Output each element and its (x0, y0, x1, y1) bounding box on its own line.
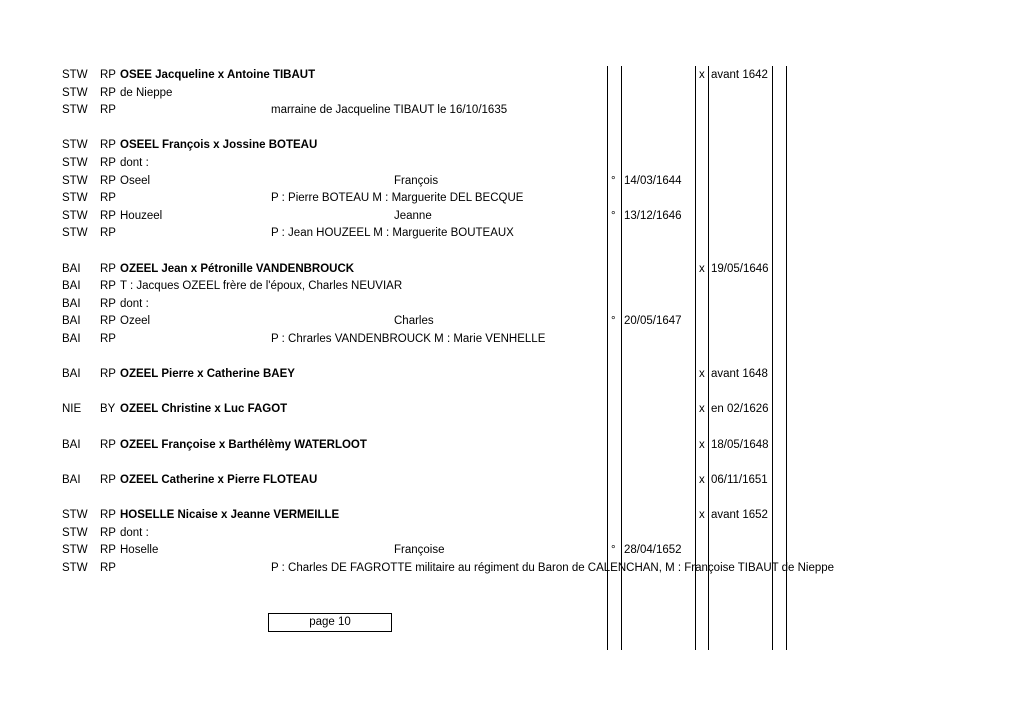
table-row (0, 436, 1024, 454)
location-code: STW (62, 86, 88, 99)
register-code: RP (100, 315, 116, 328)
marriage-symbol: x (699, 368, 705, 381)
table-row (0, 260, 1024, 278)
entry-name: OZEEL Christine x Luc FAGOT (120, 403, 288, 416)
baptism-symbol: ° (611, 209, 616, 222)
register-code: RP (100, 104, 116, 117)
entry-name: de Nieppe (120, 86, 173, 99)
marriage-date: avant 1648 (711, 368, 768, 381)
location-code: NIE (62, 403, 82, 416)
entry-name: OZEEL Pierre x Catherine BAEY (120, 368, 295, 381)
register-code: RP (100, 297, 116, 310)
blank-row (0, 383, 1024, 401)
register-code: RP (100, 69, 116, 81)
register-code: RP (100, 561, 116, 574)
column-rule-2 (621, 66, 622, 650)
register-code: RP (100, 544, 116, 557)
column-rule-3 (695, 66, 696, 650)
marriage-symbol: x (699, 262, 705, 275)
entry-name: dont : (120, 526, 149, 539)
column-rule-5 (772, 66, 773, 650)
blank-row (0, 488, 1024, 506)
given-name: François (394, 174, 439, 187)
location-code: STW (62, 227, 88, 240)
location-code: BAI (62, 262, 81, 275)
table-row (0, 277, 1024, 295)
column-rule-4 (708, 66, 709, 650)
register-code: RP (100, 526, 116, 539)
entry-name: Hoselle (120, 544, 159, 557)
given-name: Charles (394, 315, 434, 328)
entry-detail: P : Charles DE FAGROTTE militaire au régiment du Baron de CALENCHAN, M : Françoise TIBAUT de Nieppe (271, 561, 835, 574)
entry-name: OSEE Jacqueline x Antoine TIBAUT (120, 69, 316, 81)
marriage-symbol: x (699, 509, 705, 521)
table-row (0, 400, 1024, 418)
given-name: Jeanne (394, 209, 432, 222)
page-number-box (268, 613, 392, 632)
entry-name: Oseel (120, 174, 151, 187)
entry-name: dont : (120, 297, 149, 310)
blank-row (0, 242, 1024, 260)
page-number: page 10 (309, 616, 351, 628)
marriage-date: 19/05/1646 (711, 262, 769, 275)
register-code: RP (100, 333, 116, 345)
entry-detail: marraine de Jacqueline TIBAUT le 16/10/1635 (271, 104, 508, 117)
location-code: STW (62, 192, 88, 205)
location-code: STW (62, 209, 88, 222)
entry-name: T : Jacques OZEEL frère de l'époux, Charles NEUVIAR (120, 280, 403, 293)
table-row (0, 471, 1024, 489)
location-code: BAI (62, 333, 81, 345)
location-code: STW (62, 69, 88, 81)
register-code: RP (100, 227, 116, 240)
marriage-date: avant 1652 (711, 509, 768, 521)
marriage-symbol: x (699, 403, 705, 416)
table-row (0, 295, 1024, 313)
marriage-symbol: x (699, 69, 705, 81)
location-code: STW (62, 561, 88, 574)
location-code: STW (62, 509, 88, 521)
marriage-date: avant 1642 (711, 69, 768, 81)
entry-name: OZEEL Catherine x Pierre FLOTEAU (120, 473, 318, 486)
location-code: STW (62, 104, 88, 117)
table-row (0, 154, 1024, 172)
table-row (0, 207, 1024, 225)
table-row (0, 84, 1024, 102)
location-code: STW (62, 544, 88, 557)
location-code: BAI (62, 297, 81, 310)
table-row (0, 330, 1024, 348)
location-code: STW (62, 174, 88, 187)
blank-row (0, 119, 1024, 137)
register-code: RP (100, 209, 116, 222)
register-code: RP (100, 157, 116, 169)
baptism-symbol: ° (611, 174, 616, 187)
location-code: BAI (62, 368, 81, 381)
table-row (0, 506, 1024, 524)
baptism-date: 28/04/1652 (624, 544, 682, 557)
entry-name: Houzeel (120, 209, 163, 222)
table-row (0, 136, 1024, 154)
register-code: RP (100, 139, 116, 152)
location-code: BAI (62, 280, 81, 293)
entry-name: OZEEL Jean x Pétronille VANDENBROUCK (120, 262, 355, 275)
entry-detail: P : Pierre BOTEAU M : Marguerite DEL BECQUE (271, 192, 524, 205)
location-code: BAI (62, 438, 81, 451)
table-row (0, 172, 1024, 190)
register-code: RP (100, 262, 116, 275)
location-code: STW (62, 139, 88, 152)
location-code: BAI (62, 315, 81, 328)
location-code: STW (62, 157, 88, 169)
register-code: RP (100, 438, 116, 451)
marriage-date: en 02/1626 (711, 403, 769, 416)
register-code: RP (100, 86, 116, 99)
table-row (0, 312, 1024, 330)
entry-detail: P : Jean HOUZEEL M : Marguerite BOUTEAUX (271, 227, 514, 240)
marriage-date: 18/05/1648 (711, 438, 769, 451)
entry-name: Ozeel (120, 315, 151, 328)
table-row (0, 224, 1024, 242)
marriage-date: 06/11/1651 (711, 473, 768, 486)
baptism-date: 20/05/1647 (624, 315, 682, 328)
baptism-date: 14/03/1644 (624, 174, 682, 187)
table-row (0, 101, 1024, 119)
register-code: RP (100, 473, 116, 486)
table-row (0, 189, 1024, 207)
column-rule-1 (607, 66, 608, 650)
register-code: RP (100, 192, 116, 205)
register-code: BY (100, 403, 116, 416)
entry-name: OSEEL François x Jossine BOTEAU (120, 139, 318, 152)
location-code: STW (62, 526, 88, 539)
entry-name: dont : (120, 157, 149, 169)
table-row (0, 66, 1024, 84)
table-row (0, 524, 1024, 542)
blank-row (0, 348, 1024, 366)
blank-row (0, 418, 1024, 436)
baptism-symbol: ° (611, 315, 616, 328)
entry-name: HOSELLE Nicaise x Jeanne VERMEILLE (120, 509, 340, 521)
table-row (0, 559, 1024, 577)
register-code: RP (100, 280, 116, 293)
register-code: RP (100, 368, 116, 381)
entry-name: OZEEL Françoise x Barthélèmy WATERLOOT (120, 438, 367, 451)
marriage-symbol: x (699, 473, 705, 486)
blank-row (0, 453, 1024, 471)
register-code: RP (100, 174, 116, 187)
table-row (0, 365, 1024, 383)
entry-detail: P : Chrarles VANDENBROUCK M : Marie VENHELLE (271, 333, 546, 345)
baptism-date: 13/12/1646 (624, 209, 682, 222)
location-code: BAI (62, 473, 81, 486)
given-name: Françoise (394, 544, 445, 557)
marriage-symbol: x (699, 438, 705, 451)
table-row (0, 541, 1024, 559)
register-code: RP (100, 509, 116, 521)
column-rule-6 (786, 66, 787, 650)
baptism-symbol: ° (611, 544, 616, 557)
